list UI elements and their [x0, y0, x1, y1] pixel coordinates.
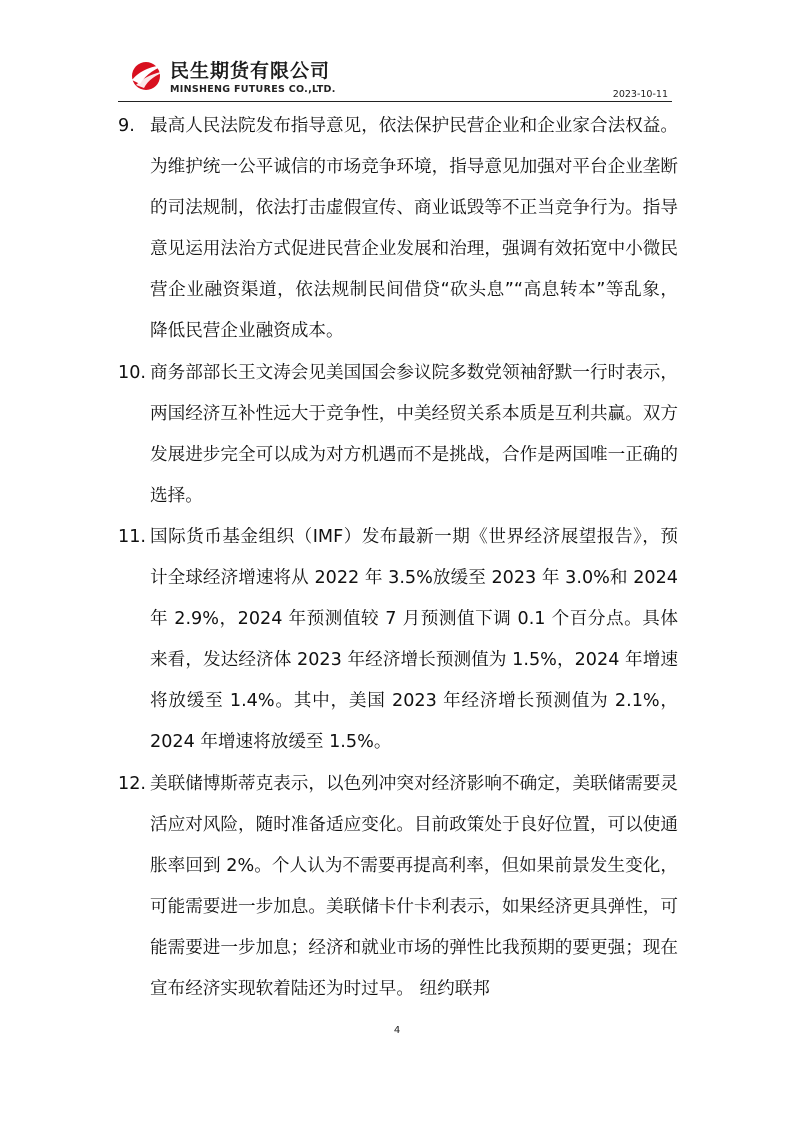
item-number: 11.	[118, 526, 146, 547]
item-text: 国际货币基金组织（IMF）发布最新一期《世界经济展望报告》，预计全球经济增速将从 2022 年 3.5%放缓至 2023 年 3.0%和 2024 年 2.9%，2024 年预测值较 7 月预测值下调 0.1 个百分点。具体来看，发达经济体 2023 年经济增长预测值为 1.5%，2024 年增速将放缓至 1.4%。其中，美国 2023 年经济增长预测值为 2.1%，2024 年增速将放缓至 1.5%。	[150, 526, 678, 753]
item-number: 10.	[118, 362, 146, 383]
minsheng-logo-icon	[126, 58, 170, 92]
page-number: 4	[393, 1025, 401, 1036]
item-text: 最高人民法院发布指导意见，依法保护民营企业和企业家合法权益。为维护统一公平诚信的市场竞争环境，指导意见加强对平台企业垄断的司法规制，依法打击虚假宣传、商业诋毁等不正当竞争行为。指导意见运用法治方式促进民营企业发展和治理，强调有效拓宽中小微民营企业融资渠道，依法规制民间借贷“砍头息”“高息转本”等乱象，降低民营企业融资成本。	[150, 116, 678, 342]
item-number: 12.	[118, 773, 146, 794]
item-text: 商务部部长王文涛会见美国国会参议院多数党领袖舒默一行时表示，两国经济互补性远大于竞争性，中美经贸关系本质是互利共赢。双方发展进步完全可以成为对方机遇而不是挑战，合作是两国唯一正确的选择。	[150, 362, 678, 506]
news-item	[118, 517, 678, 764]
page-header	[118, 54, 672, 102]
news-list	[118, 106, 678, 1010]
news-item	[118, 764, 678, 1011]
news-item	[118, 353, 678, 517]
header-divider	[118, 101, 672, 102]
news-item	[118, 106, 678, 353]
company-name-cn: 民生期货有限公司	[170, 60, 331, 82]
header-date: 2023-10-11	[612, 89, 668, 100]
item-number: 9.	[118, 116, 135, 136]
company-name-en: MINSHENG FUTURES CO.,LTD.	[170, 84, 336, 95]
item-text: 美联储博斯蒂克表示，以色列冲突对经济影响不确定，美联储需要灵活应对风险，随时准备适应变化。目前政策处于良好位置，可以使通胀率回到 2%。个人认为不需要再提高利率，但如果前景发生变化，可能需要进一步加息。美联储卡什卡利表示，如果经济更具弹性，可能需要进一步加息；经济和就业市场的弹性比我预期的要更强；现在宣布经济实现软着陆还为时过早。 纽约联邦	[150, 773, 678, 999]
